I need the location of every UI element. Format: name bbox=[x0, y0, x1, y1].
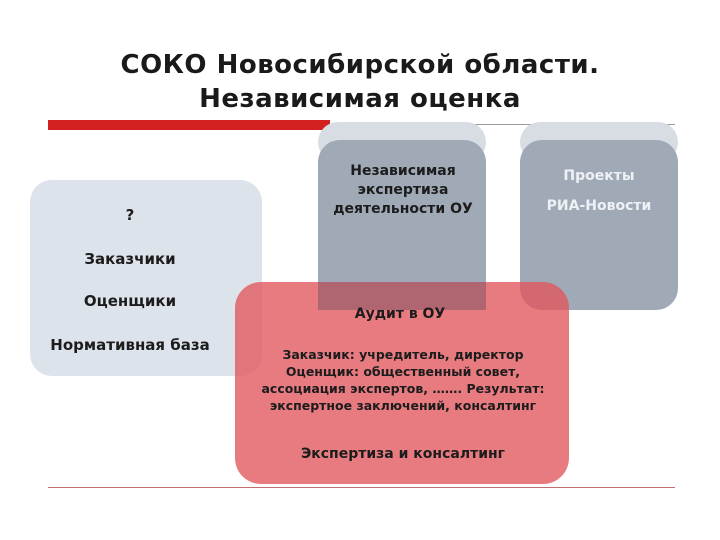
slide-title bbox=[60, 48, 660, 116]
audit-title: Аудит в ОУ bbox=[354, 306, 446, 322]
projects-label: Проекты bbox=[563, 168, 635, 184]
audit-footer: Экспертиза и консалтинг bbox=[300, 446, 506, 462]
title-line-1: СОКО Новосибирской области. bbox=[120, 50, 600, 80]
title-line-2: Независимая оценка bbox=[199, 84, 521, 114]
independent-expertise-text: Независимая экспертиза деятельности ОУ bbox=[333, 163, 473, 217]
accent-bar bbox=[48, 120, 330, 130]
left-item-customers: Заказчики bbox=[84, 250, 176, 268]
left-item-regulatory-base: Нормативная база bbox=[50, 336, 210, 354]
footer-divider bbox=[48, 487, 675, 488]
audit-body: Заказчик: учредитель, директор Оценщик: общественный совет, ассоциация экспертов, ……. Результат: экспертное заключений, консалтинг bbox=[261, 347, 545, 413]
ria-news-label: РИА-Новости bbox=[546, 198, 652, 214]
left-question: ? bbox=[125, 206, 135, 224]
left-item-assessors: Оценщики bbox=[83, 292, 177, 310]
